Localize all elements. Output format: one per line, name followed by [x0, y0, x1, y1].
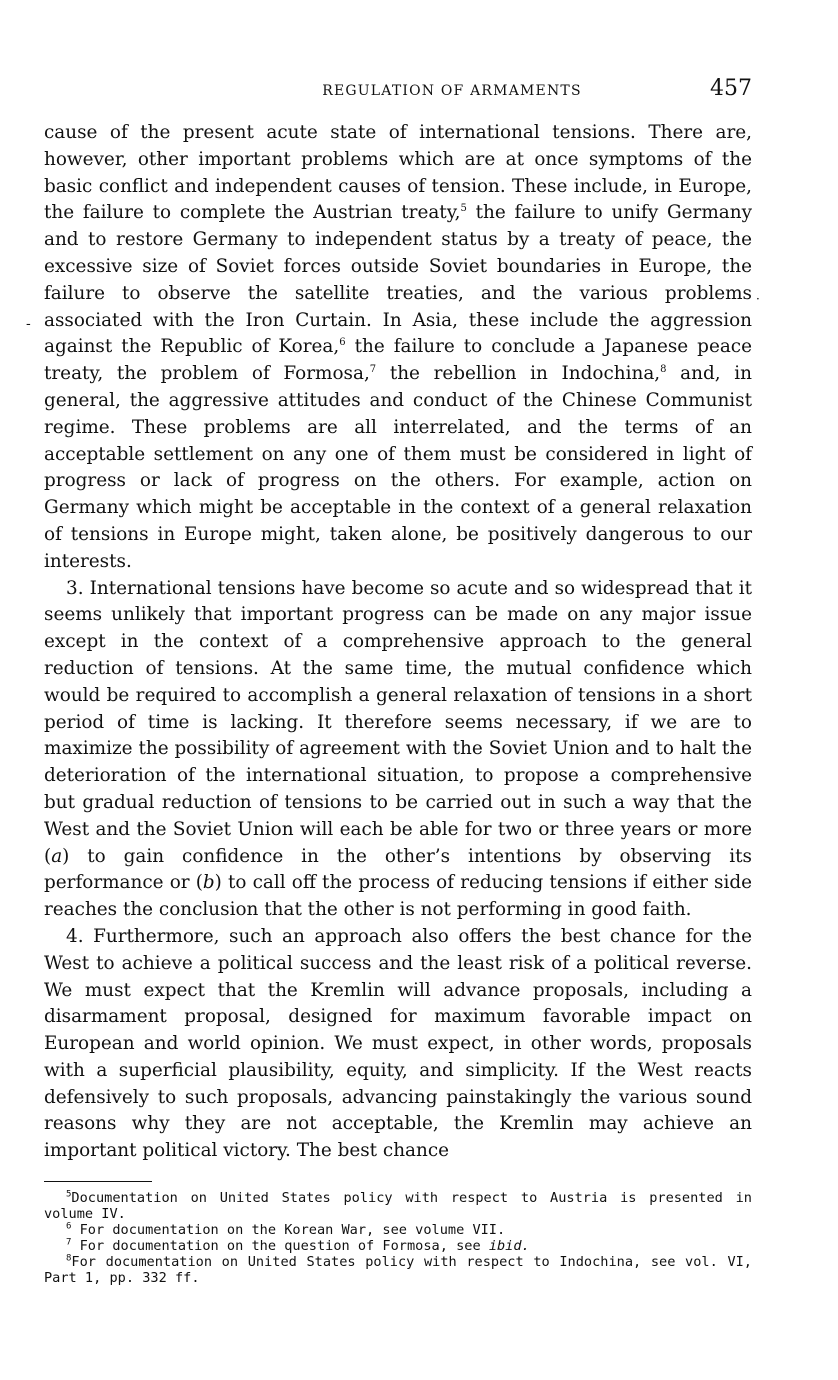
footnote-marker: 6 — [339, 337, 346, 349]
text-run: cause of the present acute state of international tensions. There are, however, other important problems which are at once symptoms of the basic conflict and independent causes of tension. These include, in Europe, the failure to complete the Austrian treaty, — [44, 122, 752, 224]
margin-mark-right: · — [756, 292, 760, 306]
footnote-marker: 5 — [460, 203, 467, 215]
text-run: ) to gain confidence in the other’s intentions by observing its performance or ( — [44, 845, 752, 894]
margin-mark-left: - — [26, 316, 31, 332]
text-run: 4. Furthermore, such an approach also offers the best chance for the West to achieve a political success and the least risk of a political reverse. We must expect that the Kremlin will advance proposals, including a disarmament proposal, designed for maximum favorable impact on European and world opinion. We must expect, in other words, proposals with a superficial plausibility, equity, and simplicity. If the West reacts defensively to such proposals, advancing painstakingly the various sound reasons why they are not acceptable, the Kremlin may achieve an important political victory. The best chance — [44, 925, 752, 1162]
text-run: For documentation on United States policy with respect to Indochina, see vol. VI, Part 1, pp. 332 ff. — [44, 1254, 752, 1287]
text-run: the failure to conclude a Japanese peace treaty, the problem of Formosa, — [44, 336, 752, 385]
text-run: ) to call off the process of reducing tensions if either side reaches the conclusion that the other is not performing in good faith. — [44, 872, 752, 921]
body-text — [44, 120, 752, 1165]
footnote-rule — [44, 1181, 152, 1182]
footnote-marker: 7 — [369, 364, 377, 376]
footnote-marker: 6 — [66, 1221, 72, 1232]
running-head — [44, 76, 752, 108]
footnote-marker: 5 — [66, 1189, 72, 1200]
text-run: and, in general, the aggressive attitudes and conduct of the Chinese Communist regime. These problems are all interrelated, and the terms of an acceptable settlement on any one of them must be considered in light of progress or lack of progress on the others. For example, action on Germany which might be acceptable in the context of a general relaxation of tensions in Europe might, taken alone, be positively dangerous to our interests. — [44, 363, 752, 572]
footnote — [44, 1222, 752, 1238]
footnotes — [44, 1190, 752, 1286]
emphasis-text: b — [202, 872, 215, 894]
footnote-marker: 8 — [66, 1253, 72, 1264]
text-run: the failure to unify Germany and to restore Germany to independent status by a treaty of peace, the excessive size of Soviet forces outside Soviet boundaries in Europe, the failure to observe the satellite treaties, and the various problems associated with the Iron Curtain. In Asia, these include the aggression against the Republic of Korea, — [44, 202, 752, 358]
text-run: Documentation on United States policy with respect to Austria is presented in volume IV. — [44, 1190, 752, 1223]
body-paragraph — [44, 924, 752, 1165]
text-run: For documentation on the Korean War, see volume VII. — [71, 1222, 506, 1239]
body-paragraph — [44, 576, 752, 924]
footnote-marker: 7 — [66, 1237, 72, 1248]
emphasis-text: a — [51, 845, 63, 867]
page-number: 457 — [710, 76, 752, 101]
running-title: REGULATION OF ARMAMENTS — [322, 83, 582, 99]
text-run: the rebellion in Indochina, — [376, 363, 661, 385]
footnote — [44, 1190, 752, 1222]
body-paragraph — [44, 120, 752, 576]
footnote — [44, 1254, 752, 1286]
emphasis-text: ibid. — [488, 1238, 530, 1255]
document-page — [44, 76, 752, 1286]
text-run: 3. International tensions have become so acute and so widespread that it seems unlikely that important progress can be made on any major issue except in the context of a comprehensive approach to the general reduction of tensions. At the same time, the mutual confidence which would be required to accomplish a general relaxation of tensions in a short period of time is lacking. It therefore seems necessary, if we are to maximize the possibility of agreement with the Soviet Union and to halt the deterioration of the international situation, to propose a comprehensive but gradual reduction of tensions to be carried out in such a way that the West and the Soviet Union will each be able for two or three years or more ( — [44, 577, 752, 867]
footnote — [44, 1238, 752, 1254]
text-run: For documentation on the question of Formosa, see — [71, 1238, 489, 1255]
footnote-marker: 8 — [660, 364, 667, 376]
